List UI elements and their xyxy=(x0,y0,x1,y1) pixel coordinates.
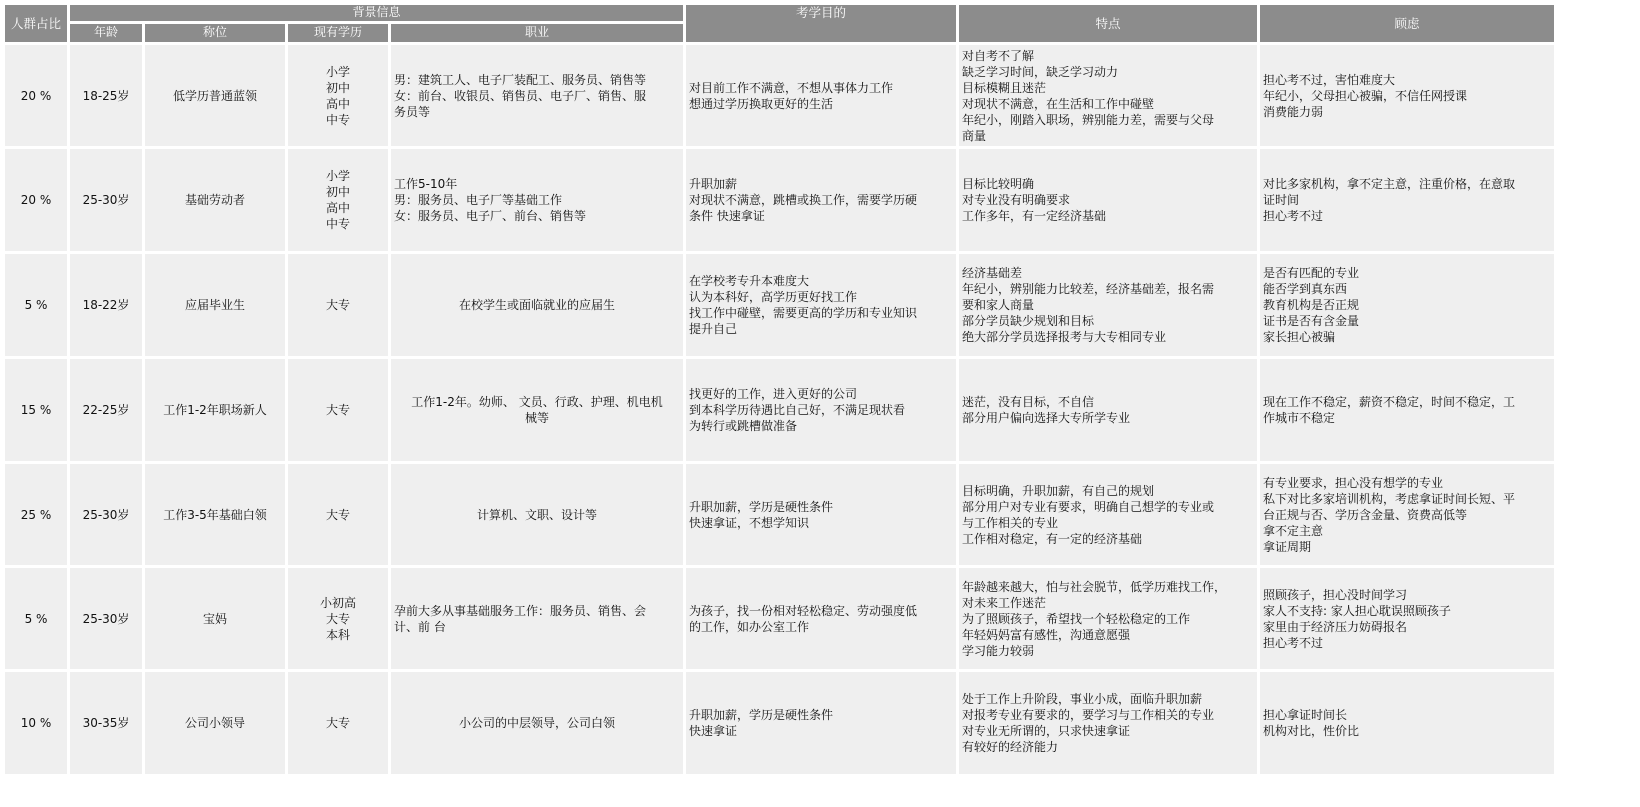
traits-line: 学习能力较弱 xyxy=(962,643,1035,658)
age-cell xyxy=(70,149,142,251)
title-cell xyxy=(145,464,285,565)
table-row xyxy=(5,45,1554,146)
education-line: 中专 xyxy=(325,112,350,127)
header-concerns: 顾虑 xyxy=(1260,5,1554,42)
goal-line: 快速拿证，不想学知识 xyxy=(689,515,810,530)
traits-cell xyxy=(959,149,1257,251)
traits-line: 对报考专业有要求的，要学习与工作相关的专业 xyxy=(962,708,1215,722)
concerns-cell xyxy=(1260,149,1554,251)
age-text: 18-25岁 xyxy=(82,88,130,103)
age-cell xyxy=(70,672,142,774)
title-text: 宝妈 xyxy=(202,611,227,626)
age-cell xyxy=(70,568,142,669)
goal-line: 升职加薪，学历是硬性条件 xyxy=(689,708,834,722)
education-line: 小学 xyxy=(325,64,350,79)
age-text: 18-22岁 xyxy=(82,298,130,312)
goal-line: 升职加薪，学历是硬性条件 xyxy=(689,499,834,514)
traits-line: 与工作相关的专业 xyxy=(962,515,1059,530)
education-cell xyxy=(288,149,388,251)
goal-cell xyxy=(686,568,956,669)
share-text: 5 % xyxy=(24,611,48,626)
goal-line: 对现状不满意，跳槽或换工作，需要学历硬 xyxy=(689,193,918,207)
occupation-line: 女：前台、收银员、销售员、电子厂、销售、服 xyxy=(394,88,647,103)
header-occupation: 职业 xyxy=(391,24,683,42)
education-line: 高中 xyxy=(325,201,350,215)
traits-line: 年纪小，刚踏入职场，辨别能力差，需要与父母 xyxy=(962,112,1215,127)
table-body xyxy=(5,45,1554,774)
concerns-line: 家长担心被骗 xyxy=(1263,330,1336,344)
traits-cell xyxy=(959,359,1257,461)
goal-cell xyxy=(686,464,956,565)
concerns-line: 台正规与否、学历含金量、资费高低等 xyxy=(1263,507,1468,522)
concerns-cell xyxy=(1260,568,1554,669)
goal-line: 为转行或跳槽做准备 xyxy=(689,419,798,433)
title-cell xyxy=(145,45,285,146)
concerns-line: 担心考不过 xyxy=(1263,209,1324,223)
title-text: 工作3-5年基础白领 xyxy=(163,507,267,522)
goal-line: 认为本科好，高学历更好找工作 xyxy=(689,290,858,304)
education-line: 小学 xyxy=(325,169,350,183)
traits-line: 工作相对稳定，有一定的经济基础 xyxy=(962,531,1143,546)
title-cell xyxy=(145,672,285,774)
traits-line: 目标明确，升职加薪，有自己的规划 xyxy=(962,483,1155,498)
age-cell xyxy=(70,464,142,565)
occupation-line: 计算机、文职、设计等 xyxy=(476,507,597,522)
traits-line: 年轻妈妈富有感性，沟通意愿强 xyxy=(962,627,1131,642)
concerns-line: 照顾孩子，担心没时间学习 xyxy=(1263,587,1408,602)
age-text: 25-30岁 xyxy=(82,193,130,207)
header-age: 年龄 xyxy=(70,24,142,42)
title-cell xyxy=(145,359,285,461)
occupation-line: 女：服务员、电子厂、前台、销售等 xyxy=(394,209,587,223)
age-cell xyxy=(70,254,142,356)
goal-line: 对目前工作不满意，不想从事体力工作 xyxy=(689,80,894,95)
occupation-cell xyxy=(391,149,683,251)
traits-cell xyxy=(959,672,1257,774)
concerns-cell xyxy=(1260,254,1554,356)
concerns-line: 现在工作不稳定，薪资不稳定，时间不稳定，工 xyxy=(1263,395,1516,409)
concerns-line: 担心考不过 xyxy=(1263,635,1324,650)
age-text: 30-35岁 xyxy=(82,716,130,730)
education-line: 大专 xyxy=(325,716,350,730)
title-text: 工作1-2年职场新人 xyxy=(163,403,267,417)
title-text: 低学历普通蓝领 xyxy=(172,88,257,103)
concerns-line: 有专业要求，担心没有想学的专业 xyxy=(1263,475,1444,490)
traits-line: 要和家人商量 xyxy=(962,298,1035,312)
education-line: 小初高 xyxy=(319,595,356,610)
table-row xyxy=(5,672,1554,774)
title-cell xyxy=(145,254,285,356)
goal-line: 在学校考专升本难度大 xyxy=(689,274,810,288)
traits-line: 迷茫，没有目标，不自信 xyxy=(962,395,1095,409)
concerns-line: 家人不支持: 家人担心耽误照顾孩子 xyxy=(1263,603,1451,618)
header-education: 现有学历 xyxy=(288,24,388,42)
age-text: 22-25岁 xyxy=(82,403,130,417)
education-cell xyxy=(288,464,388,565)
share-cell xyxy=(5,45,67,146)
education-cell xyxy=(288,359,388,461)
share-cell xyxy=(5,254,67,356)
traits-cell xyxy=(959,568,1257,669)
goal-cell xyxy=(686,149,956,251)
concerns-line: 证时间 xyxy=(1263,193,1300,207)
concerns-cell xyxy=(1260,359,1554,461)
title-text: 应届毕业生 xyxy=(184,298,245,312)
concerns-line: 年纪小，父母担心被骗，不信任网授课 xyxy=(1263,88,1468,103)
traits-line: 部分用户偏向选择大专所学专业 xyxy=(962,411,1131,425)
occupation-line: 工作1-2年。幼师、 文员、行政、护理、机电机 xyxy=(411,395,663,409)
education-line: 大专 xyxy=(325,298,350,312)
education-cell xyxy=(288,254,388,356)
goal-line: 快速拿证 xyxy=(689,724,738,738)
traits-line: 为了照顾孩子，希望找一个轻松稳定的工作 xyxy=(962,611,1191,626)
education-line: 大专 xyxy=(325,403,350,417)
header-share: 人群占比 xyxy=(5,5,67,42)
goal-line: 找更好的工作，进入更好的公司 xyxy=(689,387,858,401)
concerns-line: 家里由于经济压力妨碍报名 xyxy=(1263,619,1408,634)
traits-cell xyxy=(959,464,1257,565)
goal-cell xyxy=(686,672,956,774)
goal-line: 升职加薪 xyxy=(689,177,738,191)
occupation-line: 孕前大多从事基础服务工作：服务员、销售、会 xyxy=(394,603,647,618)
traits-line: 部分用户对专业有要求，明确自己想学的专业或 xyxy=(962,499,1215,514)
concerns-line: 拿证周期 xyxy=(1263,539,1312,554)
title-text: 公司小领导 xyxy=(184,716,245,730)
education-line: 高中 xyxy=(325,96,350,111)
share-cell xyxy=(5,568,67,669)
share-cell xyxy=(5,359,67,461)
concerns-line: 私下对比多家培训机构，考虑拿证时间长短、平 xyxy=(1263,491,1516,506)
occupation-cell xyxy=(391,672,683,774)
education-line: 中专 xyxy=(325,217,350,231)
education-line: 初中 xyxy=(325,185,350,199)
traits-line: 目标比较明确 xyxy=(962,177,1035,191)
education-cell xyxy=(288,672,388,774)
goal-line: 的工作，如办公室工作 xyxy=(689,619,810,634)
traits-line: 经济基础差 xyxy=(962,266,1023,280)
table-row xyxy=(5,464,1554,565)
concerns-line: 能否学到真东西 xyxy=(1263,282,1348,296)
share-cell xyxy=(5,149,67,251)
traits-line: 对自考不了解 xyxy=(962,48,1035,63)
occupation-cell xyxy=(391,45,683,146)
occupation-line: 械等 xyxy=(524,411,549,425)
age-cell xyxy=(70,45,142,146)
traits-line: 年龄越来越大，怕与社会脱节，低学历难找工作， xyxy=(962,579,1227,594)
occupation-cell xyxy=(391,568,683,669)
title-cell xyxy=(145,568,285,669)
traits-line: 绝大部分学员选择报考与大专相同专业 xyxy=(962,330,1167,344)
concerns-cell xyxy=(1260,464,1554,565)
share-text: 20 % xyxy=(20,88,52,103)
concerns-line: 是否有匹配的专业 xyxy=(1263,266,1360,280)
traits-line: 对未来工作迷茫 xyxy=(962,595,1047,610)
traits-line: 目标模糊且迷茫 xyxy=(962,80,1047,95)
age-text: 25-30岁 xyxy=(82,611,130,626)
goal-line: 到本科学历待遇比自己好，不满足现状看 xyxy=(689,403,906,417)
concerns-line: 消费能力弱 xyxy=(1263,104,1324,119)
header-title: 称位 xyxy=(145,24,285,42)
header-traits: 特点 xyxy=(959,5,1257,42)
concerns-line: 教育机构是否正规 xyxy=(1263,298,1360,312)
age-text: 25-30岁 xyxy=(82,507,130,522)
traits-line: 有较好的经济能力 xyxy=(962,740,1059,754)
concerns-line: 拿不定主意 xyxy=(1263,523,1324,538)
share-cell xyxy=(5,672,67,774)
concerns-line: 对比多家机构，拿不定主意，注重价格，在意取 xyxy=(1263,177,1516,191)
occupation-line: 工作5-10年 xyxy=(394,177,458,191)
traits-line: 对专业无所谓的，只求快速拿证 xyxy=(962,724,1131,738)
concerns-line: 证书是否有含金量 xyxy=(1263,314,1360,328)
concerns-line: 担心考不过，害怕难度大 xyxy=(1263,72,1396,87)
goal-line: 找工作中碰壁，需要更高的学历和专业知识 xyxy=(689,306,918,320)
age-cell xyxy=(70,359,142,461)
occupation-line: 务员等 xyxy=(394,104,431,119)
persona-table xyxy=(2,2,1557,777)
occupation-line: 小公司的中层领导，公司白领 xyxy=(458,716,615,730)
table-row xyxy=(5,149,1554,251)
traits-line: 处于工作上升阶段，事业小成，面临升职加薪 xyxy=(962,692,1203,706)
traits-cell xyxy=(959,254,1257,356)
occupation-line: 男：建筑工人、电子厂装配工、服务员、销售等 xyxy=(394,72,647,87)
persona-table-container xyxy=(2,2,1557,777)
education-line: 大专 xyxy=(325,507,350,522)
share-text: 20 % xyxy=(20,193,52,207)
share-text: 25 % xyxy=(20,507,52,522)
share-cell xyxy=(5,464,67,565)
occupation-line: 计、前 台 xyxy=(394,619,446,634)
traits-line: 对专业没有明确要求 xyxy=(962,193,1071,207)
goal-line: 为孩子，找一份相对轻松稳定、劳动强度低 xyxy=(689,603,918,618)
goal-cell xyxy=(686,359,956,461)
traits-cell xyxy=(959,45,1257,146)
education-cell xyxy=(288,45,388,146)
goal-line: 条件 快速拿证 xyxy=(689,209,765,223)
education-line: 大专 xyxy=(325,611,350,626)
concerns-cell xyxy=(1260,672,1554,774)
traits-line: 对现状不满意，在生活和工作中碰壁 xyxy=(962,96,1155,111)
table-row xyxy=(5,568,1554,669)
traits-line: 部分学员缺少规划和目标 xyxy=(962,314,1095,328)
share-text: 5 % xyxy=(24,298,48,312)
concerns-line: 作城市不稳定 xyxy=(1263,411,1336,425)
traits-line: 缺乏学习时间，缺乏学习动力 xyxy=(962,64,1119,79)
goal-line: 提升自己 xyxy=(689,322,738,336)
header-background: 背景信息 xyxy=(70,5,683,21)
title-text: 基础劳动者 xyxy=(184,193,245,207)
education-cell xyxy=(288,568,388,669)
occupation-line: 在校学生或面临就业的应届生 xyxy=(458,298,615,312)
traits-line: 商量 xyxy=(962,128,987,143)
share-text: 15 % xyxy=(20,403,52,417)
table-row xyxy=(5,359,1554,461)
table-row xyxy=(5,254,1554,356)
occupation-cell xyxy=(391,359,683,461)
share-text: 10 % xyxy=(20,716,52,730)
traits-line: 年纪小，辨别能力比较差，经济基础差，报名需 xyxy=(962,282,1215,296)
goal-line: 想通过学历换取更好的生活 xyxy=(689,96,834,111)
title-cell xyxy=(145,149,285,251)
traits-line: 工作多年，有一定经济基础 xyxy=(962,209,1107,223)
occupation-cell xyxy=(391,464,683,565)
concerns-cell xyxy=(1260,45,1554,146)
concerns-line: 机构对比，性价比 xyxy=(1263,724,1360,738)
header-goal: 考学目的 xyxy=(686,5,956,42)
education-line: 初中 xyxy=(325,80,350,95)
goal-cell xyxy=(686,45,956,146)
table-header xyxy=(5,5,1554,42)
occupation-line: 男：服务员、电子厂等基础工作 xyxy=(394,193,563,207)
education-line: 本科 xyxy=(325,627,350,642)
concerns-line: 担心拿证时间长 xyxy=(1263,708,1348,722)
occupation-cell xyxy=(391,254,683,356)
goal-cell xyxy=(686,254,956,356)
